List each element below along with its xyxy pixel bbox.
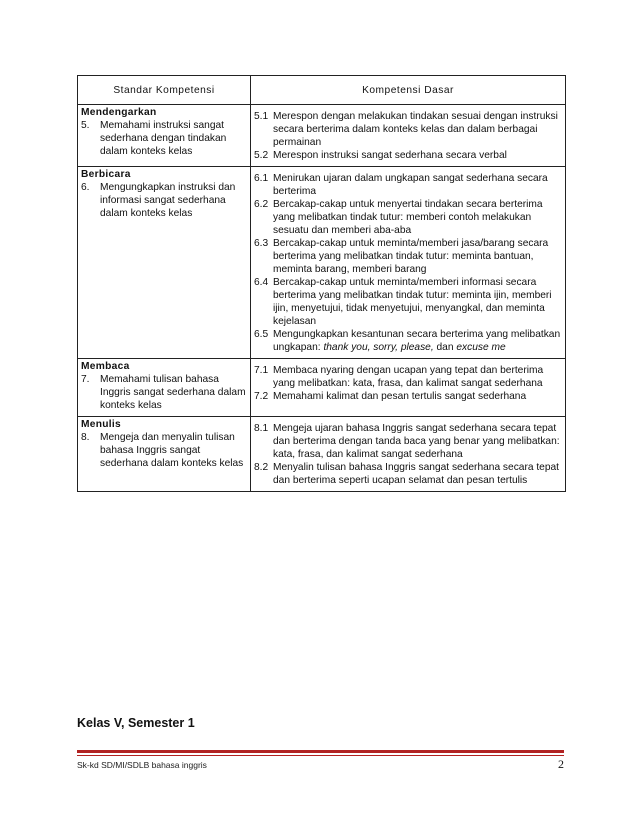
section-title: Kelas V, Semester 1 [77,716,195,730]
kd-text-main: Mengungkapkan kesantunan secara berterima yang melibatkan ungkapan: [273,329,561,353]
table-row [78,105,566,167]
kd-item [254,172,562,198]
kd-number: 5.1 [254,111,269,122]
kd-number: 6.3 [254,238,269,249]
table-row [78,167,566,359]
kd-text: Merespon dengan melakukan tindakan sesuai dengan instruksi secara berterima dalam konteks kelas dan dalam berbagai permainan [273,111,558,148]
kd-cell [251,105,566,167]
sk-cell [78,417,251,492]
table-row [78,359,566,417]
kd-text: Bercakap-cakap untuk menyertai tindakan secara berterima yang melibatkan tindak tutur: memberi contoh melakukan sesuatu dan memberi aba-aba [273,199,543,236]
kd-text-conj: dan [436,342,454,353]
skill-title: Berbicara [81,169,131,180]
sk-text: Memahami tulisan bahasa Inggris sangat sederhana dalam konteks kelas [100,374,246,411]
kd-text-italic: excuse me [456,342,506,353]
kd-text: Membaca nyaring dengan ucapan yang tepat dan berterima yang melibatkan: kata, frasa, dan kalimat sangat sederhana [273,365,544,389]
page-number: 2 [558,757,564,771]
kd-number: 5.2 [254,150,269,161]
kd-text: Memahami kalimat dan pesan tertulis sangat sederhana [273,391,527,402]
kd-cell [251,167,566,359]
sk-cell [78,359,251,417]
kd-number: 8.2 [254,462,269,473]
footer-rule-thin [77,755,564,756]
kd-text: Menirukan ujaran dalam ungkapan sangat sederhana secara berterima [273,173,548,197]
kd-text: Bercakap-cakap untuk meminta/memberi jasa/barang secara berterima yang melibatkan tindak tutur: meminta bantuan, meminta barang, memberi barang [273,238,549,275]
skill-title: Membaca [81,361,130,372]
sk-text: Memahami instruksi sangat sederhana dengan tindakan dalam konteks kelas [100,120,227,157]
kd-text: Mengeja ujaran bahasa Inggris sangat sederhana secara tepat dan berterima dengan tanda baca yang benar yang melibatkan: kata, frasa, dan kalimat sangat sederhana [273,423,560,460]
kd-number: 6.2 [254,199,269,210]
kd-number: 6.4 [254,277,269,288]
kd-number: 7.1 [254,365,269,376]
sk-number: 5. [81,120,90,131]
kd-item [254,276,562,328]
kd-text [273,328,562,354]
sk-cell [78,105,251,167]
footer-document-name: Sk-kd SD/MI/SDLB bahasa inggris [77,760,207,770]
skill-title: Mendengarkan [81,107,157,118]
kd-item [254,422,562,461]
sk-number: 7. [81,374,90,385]
kd-cell [251,417,566,492]
kd-text: Bercakap-cakap untuk meminta/memberi informasi secara berterima yang melibatkan tindak tutur: meminta ijin, memberi ijin, menyetujui, tidak menyetujui, menyangkal, dan meminta kejelasan [273,277,552,327]
kd-item [254,149,562,162]
kd-item [254,110,562,149]
kd-cell [251,359,566,417]
kd-item [254,364,562,390]
sk-item [81,373,247,412]
footer-rule-thick [77,750,564,753]
sk-item [81,119,247,158]
kd-number: 6.5 [254,329,269,340]
kd-item [254,237,562,276]
competency-table [77,75,566,492]
kd-item [254,461,562,487]
header-kompetensi-dasar: Kompetensi Dasar [251,76,566,105]
kd-item [254,328,562,354]
sk-text: Mengeja dan menyalin tulisan bahasa Inggris sangat sederhana dalam konteks kelas [100,432,244,469]
kd-number: 8.1 [254,423,269,434]
sk-item [81,181,247,220]
kd-text-italic: thank you, sorry, please, [323,342,434,353]
sk-item [81,431,247,470]
kd-text: Menyalin tulisan bahasa Inggris sangat sederhana secara tepat dan berterima seperti ucapan selamat dan pesan tertulis [273,462,560,486]
kd-text: Merespon instruksi sangat sederhana secara verbal [273,150,507,161]
skill-title: Menulis [81,419,122,430]
kd-item [254,390,562,403]
table-header-row [78,76,566,105]
sk-text: Mengungkapkan instruksi dan informasi sangat sederhana dalam konteks kelas [100,182,236,219]
sk-number: 8. [81,432,90,443]
kd-item [254,198,562,237]
table-row [78,417,566,492]
kd-number: 6.1 [254,173,269,184]
header-standar-kompetensi: Standar Kompetensi [78,76,251,105]
sk-cell [78,167,251,359]
sk-number: 6. [81,182,90,193]
kd-number: 7.2 [254,391,269,402]
